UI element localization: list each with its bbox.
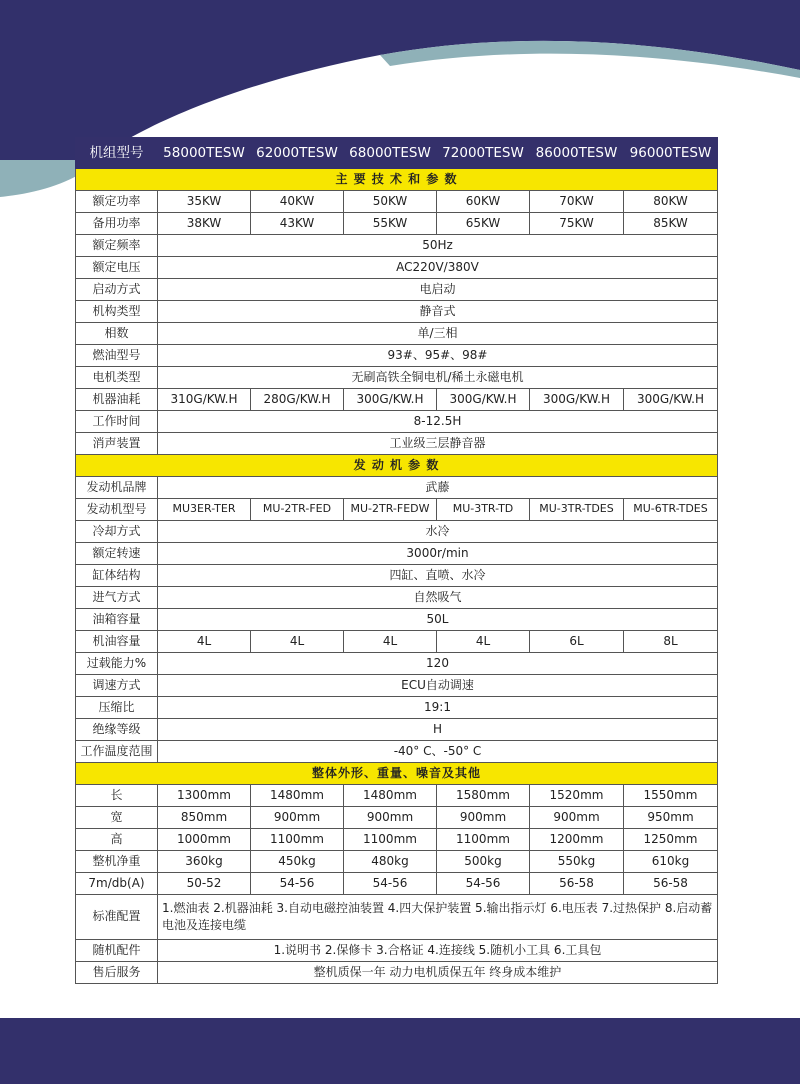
spec-merged-value: AC220V/380V <box>158 257 718 279</box>
spec-row <box>76 235 718 257</box>
spec-row <box>76 587 718 609</box>
spec-merged-value: 水冷 <box>158 521 718 543</box>
model-name: 62000TESW <box>251 138 344 169</box>
spec-row <box>76 653 718 675</box>
spec-value: 610kg <box>624 851 718 873</box>
spec-table-body <box>76 138 718 984</box>
spec-row <box>76 389 718 411</box>
spec-label: 备用功率 <box>76 213 158 235</box>
spec-value: 1480mm <box>251 785 344 807</box>
model-name: 72000TESW <box>437 138 530 169</box>
spec-value: 1100mm <box>437 829 530 851</box>
spec-label: 燃油型号 <box>76 345 158 367</box>
spec-merged-value: 武藤 <box>158 477 718 499</box>
model-name: 86000TESW <box>530 138 624 169</box>
spec-value: 8L <box>624 631 718 653</box>
spec-value: 850mm <box>158 807 251 829</box>
spec-value: 54-56 <box>437 873 530 895</box>
model-header-label: 机组型号 <box>76 138 158 169</box>
spec-row <box>76 675 718 697</box>
spec-row <box>76 895 718 940</box>
spec-value: 6L <box>530 631 624 653</box>
spec-label: 额定电压 <box>76 257 158 279</box>
spec-merged-value: 50L <box>158 609 718 631</box>
model-name: 58000TESW <box>158 138 251 169</box>
spec-row <box>76 367 718 389</box>
spec-value: 1520mm <box>530 785 624 807</box>
section-main-title: 主 要 技 术 和 参 数 <box>76 169 718 191</box>
spec-merged-value: H <box>158 719 718 741</box>
section-engine-title: 发 动 机 参 数 <box>76 455 718 477</box>
spec-label: 机器油耗 <box>76 389 158 411</box>
spec-label: 额定功率 <box>76 191 158 213</box>
spec-row <box>76 301 718 323</box>
spec-value: 300G/KW.H <box>624 389 718 411</box>
spec-row <box>76 962 718 984</box>
spec-row <box>76 851 718 873</box>
spec-label: 进气方式 <box>76 587 158 609</box>
spec-value: 1300mm <box>158 785 251 807</box>
spec-value: 4L <box>344 631 437 653</box>
section-overall-title: 整体外形、重量、噪音及其他 <box>76 763 718 785</box>
spec-label: 宽 <box>76 807 158 829</box>
spec-label: 绝缘等级 <box>76 719 158 741</box>
spec-merged-value: 120 <box>158 653 718 675</box>
spec-value: 4L <box>158 631 251 653</box>
spec-value: 450kg <box>251 851 344 873</box>
spec-value: 1000mm <box>158 829 251 851</box>
model-name: 96000TESW <box>624 138 718 169</box>
spec-label: 缸体结构 <box>76 565 158 587</box>
spec-value: MU-3TR-TD <box>437 499 530 521</box>
spec-label: 工作温度范围 <box>76 741 158 763</box>
spec-label: 长 <box>76 785 158 807</box>
spec-label: 机构类型 <box>76 301 158 323</box>
spec-value: 60KW <box>437 191 530 213</box>
spec-value: MU-6TR-TDES <box>624 499 718 521</box>
spec-value: 1100mm <box>251 829 344 851</box>
spec-merged-value: 四缸、直喷、水冷 <box>158 565 718 587</box>
spec-label: 压缩比 <box>76 697 158 719</box>
spec-label: 调速方式 <box>76 675 158 697</box>
spec-label: 冷却方式 <box>76 521 158 543</box>
spec-label: 额定转速 <box>76 543 158 565</box>
spec-merged-value: 电启动 <box>158 279 718 301</box>
spec-value: 55KW <box>344 213 437 235</box>
spec-value: 300G/KW.H <box>530 389 624 411</box>
spec-row <box>76 785 718 807</box>
spec-merged-value: 50Hz <box>158 235 718 257</box>
spec-value: 43KW <box>251 213 344 235</box>
spec-row <box>76 433 718 455</box>
spec-value: 75KW <box>530 213 624 235</box>
spec-value: 360kg <box>158 851 251 873</box>
spec-value: 1100mm <box>344 829 437 851</box>
spec-merged-value: 工业级三层静音器 <box>158 433 718 455</box>
spec-value: 300G/KW.H <box>344 389 437 411</box>
spec-value: MU-3TR-TDES <box>530 499 624 521</box>
spec-row <box>76 719 718 741</box>
spec-row <box>76 741 718 763</box>
spec-row <box>76 499 718 521</box>
section-main <box>76 169 718 191</box>
spec-merged-value: 整机质保一年 动力电机质保五年 终身成本维护 <box>158 962 718 984</box>
spec-label: 整机净重 <box>76 851 158 873</box>
spec-value: 40KW <box>251 191 344 213</box>
spec-value: 480kg <box>344 851 437 873</box>
spec-value: 50KW <box>344 191 437 213</box>
spec-row <box>76 411 718 433</box>
spec-row <box>76 191 718 213</box>
spec-table <box>75 137 718 984</box>
spec-row <box>76 477 718 499</box>
spec-row <box>76 829 718 851</box>
spec-merged-value: 3000r/min <box>158 543 718 565</box>
spec-label: 额定频率 <box>76 235 158 257</box>
spec-label: 发动机型号 <box>76 499 158 521</box>
spec-merged-value: 1.说明书 2.保修卡 3.合格证 4.连接线 5.随机小工具 6.工具包 <box>158 940 718 962</box>
spec-value: 550kg <box>530 851 624 873</box>
spec-value: 900mm <box>251 807 344 829</box>
spec-row <box>76 279 718 301</box>
spec-value: 4L <box>251 631 344 653</box>
spec-value: 70KW <box>530 191 624 213</box>
spec-label: 发动机品牌 <box>76 477 158 499</box>
spec-value: 56-58 <box>624 873 718 895</box>
model-name: 68000TESW <box>344 138 437 169</box>
spec-value: 38KW <box>158 213 251 235</box>
spec-row <box>76 323 718 345</box>
spec-value: 310G/KW.H <box>158 389 251 411</box>
spec-row <box>76 213 718 235</box>
spec-value: 54-56 <box>251 873 344 895</box>
spec-value: 4L <box>437 631 530 653</box>
spec-value: 1580mm <box>437 785 530 807</box>
spec-merged-value: 8-12.5H <box>158 411 718 433</box>
spec-value: 500kg <box>437 851 530 873</box>
spec-label: 标准配置 <box>76 895 158 940</box>
spec-value: 1200mm <box>530 829 624 851</box>
spec-value: 900mm <box>530 807 624 829</box>
spec-value: 1250mm <box>624 829 718 851</box>
spec-merged-value: ECU自动调速 <box>158 675 718 697</box>
spec-label: 售后服务 <box>76 962 158 984</box>
spec-merged-value: 1.燃油表 2.机器油耗 3.自动电磁控油装置 4.四大保护装置 5.输出指示灯 6.电压表 7.过热保护 8.启动蓄电池及连接电缆 <box>158 895 718 940</box>
spec-row <box>76 345 718 367</box>
spec-value: MU3ER-TER <box>158 499 251 521</box>
spec-label: 7m/db(A) <box>76 873 158 895</box>
spec-label: 工作时间 <box>76 411 158 433</box>
spec-value: 35KW <box>158 191 251 213</box>
spec-merged-value: 静音式 <box>158 301 718 323</box>
spec-row <box>76 609 718 631</box>
spec-merged-value: 无刷高铁全铜电机/稀土永磁电机 <box>158 367 718 389</box>
spec-value: 280G/KW.H <box>251 389 344 411</box>
spec-value: 54-56 <box>344 873 437 895</box>
spec-row <box>76 697 718 719</box>
spec-label: 消声装置 <box>76 433 158 455</box>
spec-value: 65KW <box>437 213 530 235</box>
spec-merged-value: 19:1 <box>158 697 718 719</box>
spec-label: 机油容量 <box>76 631 158 653</box>
spec-label: 过载能力% <box>76 653 158 675</box>
spec-label: 电机类型 <box>76 367 158 389</box>
spec-label: 油箱容量 <box>76 609 158 631</box>
spec-value: 950mm <box>624 807 718 829</box>
spec-row <box>76 565 718 587</box>
spec-value: 1480mm <box>344 785 437 807</box>
spec-row <box>76 257 718 279</box>
spec-row <box>76 873 718 895</box>
spec-value: 900mm <box>344 807 437 829</box>
spec-label: 相数 <box>76 323 158 345</box>
model-header-row <box>76 138 718 169</box>
spec-row <box>76 940 718 962</box>
spec-merged-value: 自然吸气 <box>158 587 718 609</box>
spec-value: 900mm <box>437 807 530 829</box>
spec-value: 1550mm <box>624 785 718 807</box>
spec-value: MU-2TR-FEDW <box>344 499 437 521</box>
section-engine <box>76 455 718 477</box>
spec-value: 85KW <box>624 213 718 235</box>
spec-value: 56-58 <box>530 873 624 895</box>
spec-value: 300G/KW.H <box>437 389 530 411</box>
section-overall <box>76 763 718 785</box>
spec-row <box>76 807 718 829</box>
spec-label: 高 <box>76 829 158 851</box>
spec-value: 80KW <box>624 191 718 213</box>
footer-band <box>0 1018 800 1084</box>
spec-value: MU-2TR-FED <box>251 499 344 521</box>
spec-row <box>76 631 718 653</box>
spec-label: 启动方式 <box>76 279 158 301</box>
spec-row <box>76 521 718 543</box>
spec-merged-value: -40° C、-50° C <box>158 741 718 763</box>
spec-value: 50-52 <box>158 873 251 895</box>
spec-merged-value: 单/三相 <box>158 323 718 345</box>
spec-label: 随机配件 <box>76 940 158 962</box>
spec-merged-value: 93#、95#、98# <box>158 345 718 367</box>
spec-row <box>76 543 718 565</box>
